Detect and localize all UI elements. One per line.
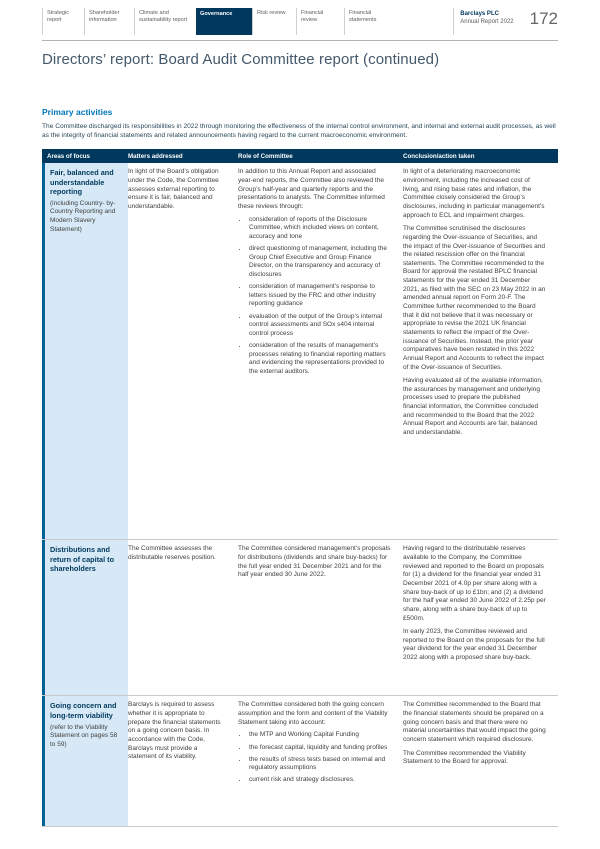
conclusion-paragraph: In early 2023, the Committee reviewed and reported to the Board on the proposals for the full year dividend for the year ended 31 December 2022 along with a proposed share buy-back. [403, 628, 545, 662]
brand-subtitle: Annual Report 2022 [460, 19, 514, 26]
role-bullet: • direct questioning of management, including the Group Chief Executive and Group Finance Director, on the transparency and accuracy of disclosures [248, 245, 391, 280]
areas-of-focus-cell [42, 540, 128, 695]
row-subtitle: (refer to the Viability Statement on pages 58 to 59) [50, 723, 118, 748]
column-header-role-of-committee: Role of Committee [238, 152, 293, 160]
conclusion-paragraph: Having evaluated all of the available information, the assurances by management and underlying processes used to prepare the published financial information, the Committee concluded and recommended to the Board that the 2022 Annual Report and Accounts are fair, balanced and understandable. [403, 377, 543, 437]
nav-tab-climate-sustainability[interactable]: Climate and sustainability report [134, 8, 196, 35]
nav-tab-financial-statements[interactable]: Financial statements [344, 8, 394, 35]
page-title: Directors’ report: Board Audit Committee report (continued) [42, 51, 440, 68]
role-intro: In addition to this Annual Report and associated year-end reports, the Committee also reviewed the Group’s half-year and quarterly reports and the presentations to analysts. The Committee informed these reviews through: [238, 168, 385, 210]
conclusion-paragraph: In light of a deteriorating macroeconomic environment, including the increased cost of living, and rising base rates and inflation, the Committee closely considered the Group’s disclosures, including in particular management’s approach to ECL and impairment charges. [403, 168, 545, 219]
conclusion-cell [403, 696, 558, 826]
role-bullet: • the results of stress tests based on internal and regulatory assumptions [248, 756, 391, 773]
matters-addressed-cell [128, 696, 238, 826]
role-of-committee-cell [238, 540, 403, 695]
table-row-going-concern [42, 696, 558, 827]
row-subtitle: (including Country- by- Country Reporting and Modern Slavery Statement) [50, 199, 116, 233]
areas-of-focus-cell [42, 696, 128, 826]
primary-activities-section [42, 107, 558, 140]
page-number: 172 [529, 9, 558, 28]
conclusion-paragraph: The Committee recommended the Viability Statement to the Board for approval. [403, 749, 526, 766]
matters-text: The Committee assesses the distributable reserves position. [128, 545, 216, 562]
matters-addressed-cell [128, 540, 238, 695]
table-row-fair-balanced-reporting [42, 163, 558, 540]
activities-table [42, 149, 558, 827]
conclusion-paragraph: Having regard to the distributable reserves available to the Company, the Committee reviewed and reported to the Board on proposals for (1) a dividend for the financial year ended 31 December 2021 of 4.0p per share along with a share buy-back of up to £1bn; and (2) a dividend for the half year ended 30 June 2022 of 2.25p per share, along with a share buy-back of up to £500m. [403, 545, 546, 622]
row-title: Going concern and long-term viability [50, 701, 117, 720]
matters-text: Barclays is required to assess whether it is appropriate to prepare the financial statements on a going concern basis. In accordance with the Code, Barclays must provide a statement of its viability. [128, 701, 221, 761]
conclusion-paragraph: The Committee recommended to the Board that the financial statements should be prepared on a going concern basis and that there were no material uncertainties that would impact the going concern statement which required disclosure. [403, 701, 546, 743]
row-title: Fair, balanced and understandable reporting [50, 168, 114, 196]
role-intro: The Committee considered management’s proposals for distributions (dividends and share buy-backs) for the full year ended 31 December 2021 and for the half year ended 30 June 2022. [238, 545, 391, 579]
role-bullet-list [238, 731, 391, 785]
nav-tab-strategic-report[interactable]: Strategic report [42, 8, 84, 35]
role-bullet: • consideration of reports of the Disclosure Committee, which included views on content, accuracy and tone [248, 216, 391, 242]
role-bullet-list [238, 216, 391, 377]
header-divider [42, 40, 558, 41]
section-intro: The Committee discharged its responsibilities in 2022 through monitoring the effectiveness of the internal control environment, and internal and external audit processes, as well as the integrity of financial statements and related announcements having regard to the current macroeconomic environment. [42, 123, 556, 140]
role-bullet: • consideration of the results of management’s processes relating to financial reporting matters and evidencing the representations provided to the external auditors. [248, 342, 391, 377]
conclusion-cell [403, 163, 558, 539]
column-header-areas-of-focus: Areas of focus [47, 152, 90, 160]
top-navigation [42, 8, 558, 35]
role-bullet: • the forecast capital, liquidity and funding profiles [248, 744, 391, 753]
nav-tab-shareholder-information[interactable]: Shareholder information [84, 8, 134, 35]
section-heading: Primary activities [42, 107, 113, 117]
role-bullet: • the MTP and Working Capital Funding [248, 731, 391, 740]
brand-name: Barclays PLC [460, 11, 499, 17]
matters-addressed-cell [128, 163, 238, 539]
row-title: Distributions and return of capital to shareholders [50, 545, 115, 573]
role-of-committee-cell [238, 696, 403, 826]
table-row-distributions [42, 540, 558, 696]
table-header-row [42, 149, 558, 163]
report-brand [453, 8, 513, 35]
conclusion-cell [403, 540, 558, 695]
areas-of-focus-cell [42, 163, 128, 539]
nav-tab-governance-active[interactable]: Governance [196, 8, 252, 35]
column-header-conclusion: Conclusion/action taken [403, 152, 475, 160]
role-intro: The Committee considered both the going concern assumption and the form and content of the Viability Statement taking into account: [238, 701, 388, 726]
role-bullet: • evaluation of the output of the Group’s internal control assessments and SOx s404 internal control process [248, 313, 391, 339]
role-bullet: • consideration of management’s response to letters issued by the FRC and other industry reporting guidance [248, 283, 391, 309]
column-header-matters-addressed: Matters addressed [128, 152, 183, 160]
conclusion-paragraph: The Committee scrutinised the disclosures regarding the Over-issuance of Securities, and the impact of the Over-issuance of Securities and the related rescission offer on the financial statements. The Committee recommended to the Board for approval the restated BPLC financial statements for the year ended 31 December 2021, as filed with the SEC on 23 May 2022 in an amended annual report on Form 20-F. The Committee further recommended to the Board that it did not believe that it was necessary or appropriate to revise the 2021 UK financial statements to reflect the impact of the Over-issuance of Securities. Instead, the prior year comparatives have been restated in this 2022 Annual Report and Accounts to reflect the impact of the Over-issuance of Securities. [403, 225, 546, 371]
matters-text: In light of the Board’s obligation under the Code, the Committee assesses external reporting to ensure it is fair, balanced and understandable. [128, 168, 219, 210]
nav-tab-financial-review[interactable]: Financial review [296, 8, 344, 35]
role-of-committee-cell [238, 163, 403, 539]
role-bullet: • current risk and strategy disclosures. [248, 776, 391, 785]
nav-tab-risk-review[interactable]: Risk review [252, 8, 296, 35]
